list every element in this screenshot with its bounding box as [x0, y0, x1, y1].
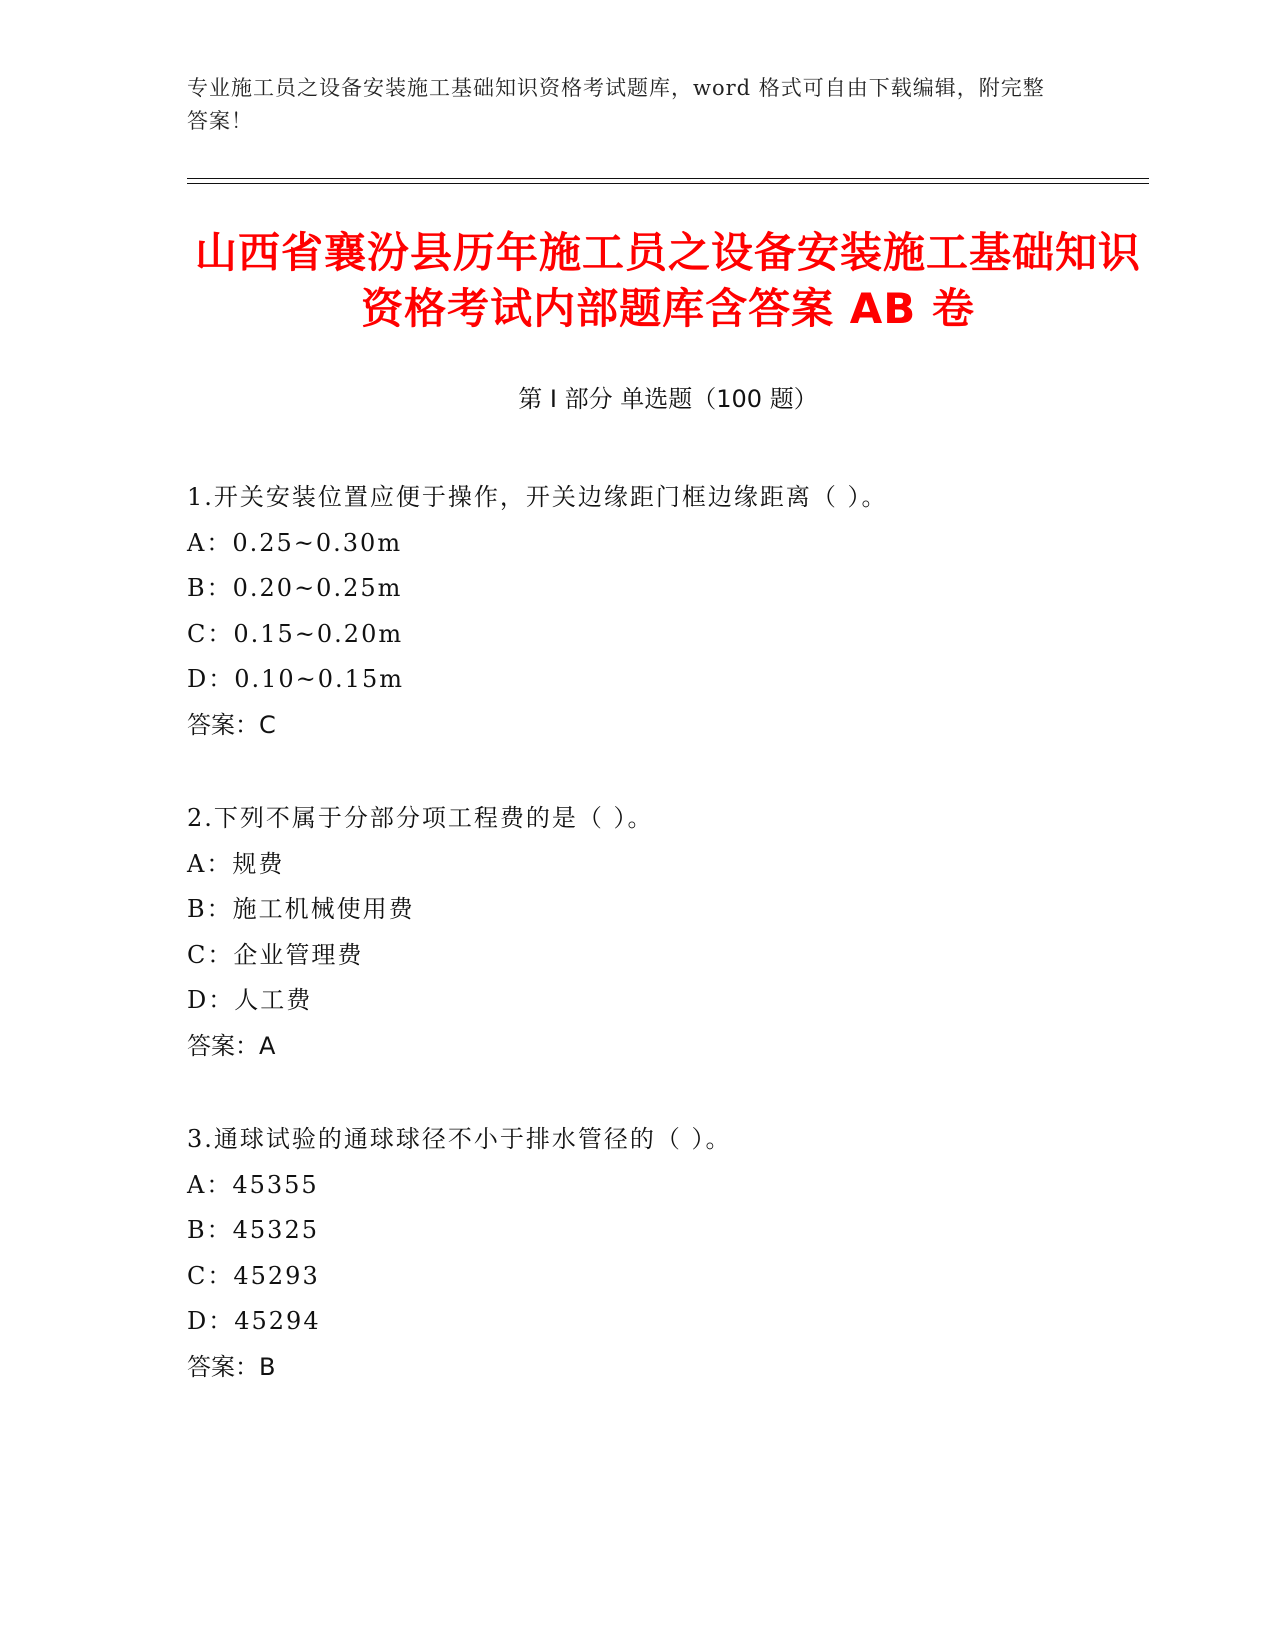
answer-label: 答案：A	[187, 1031, 276, 1060]
section-heading: 第 I 部分 单选题（100 题）	[518, 385, 818, 413]
answer-label: 答案：B	[187, 1352, 276, 1381]
option-d: D：45294	[187, 1307, 321, 1335]
question-stem: 1.开关安装位置应便于操作，开关边缘距门框边缘距离（ ）。	[187, 483, 888, 511]
page-header-note: 专业施工员之设备安装施工基础知识资格考试题库，word 格式可自由下载编辑，附完整答案！	[187, 76, 1045, 133]
question-list	[187, 475, 1149, 1438]
question-item	[187, 475, 1149, 748]
question-item	[187, 1117, 1149, 1390]
option-d: D：0.10~0.15m	[187, 665, 404, 693]
option-a: A：规费	[187, 849, 285, 878]
option-c: C：45293	[187, 1261, 320, 1290]
question-stem: 2.下列不属于分部分项工程费的是（ ）。	[187, 804, 654, 832]
option-b: B：施工机械使用费	[187, 895, 415, 923]
header-divider-top	[187, 178, 1149, 179]
option-b: B：0.20~0.25m	[187, 574, 403, 602]
option-c: C：0.15~0.20m	[187, 619, 404, 648]
option-c: C：企业管理费	[187, 940, 364, 969]
option-b: B：45325	[187, 1216, 319, 1244]
header-divider-bottom	[187, 183, 1149, 184]
question-item	[187, 796, 1149, 1069]
answer-label: 答案：C	[187, 710, 276, 739]
option-a: A：45355	[187, 1170, 319, 1199]
question-stem: 3.通球试验的通球球径不小于排水管径的（ ）。	[187, 1125, 732, 1153]
option-d: D：人工费	[187, 986, 313, 1014]
option-a: A：0.25~0.30m	[187, 528, 403, 557]
document-title: 山西省襄汾县历年施工员之设备安装施工基础知识资格考试内部题库含答案 AB 卷	[194, 228, 1141, 333]
